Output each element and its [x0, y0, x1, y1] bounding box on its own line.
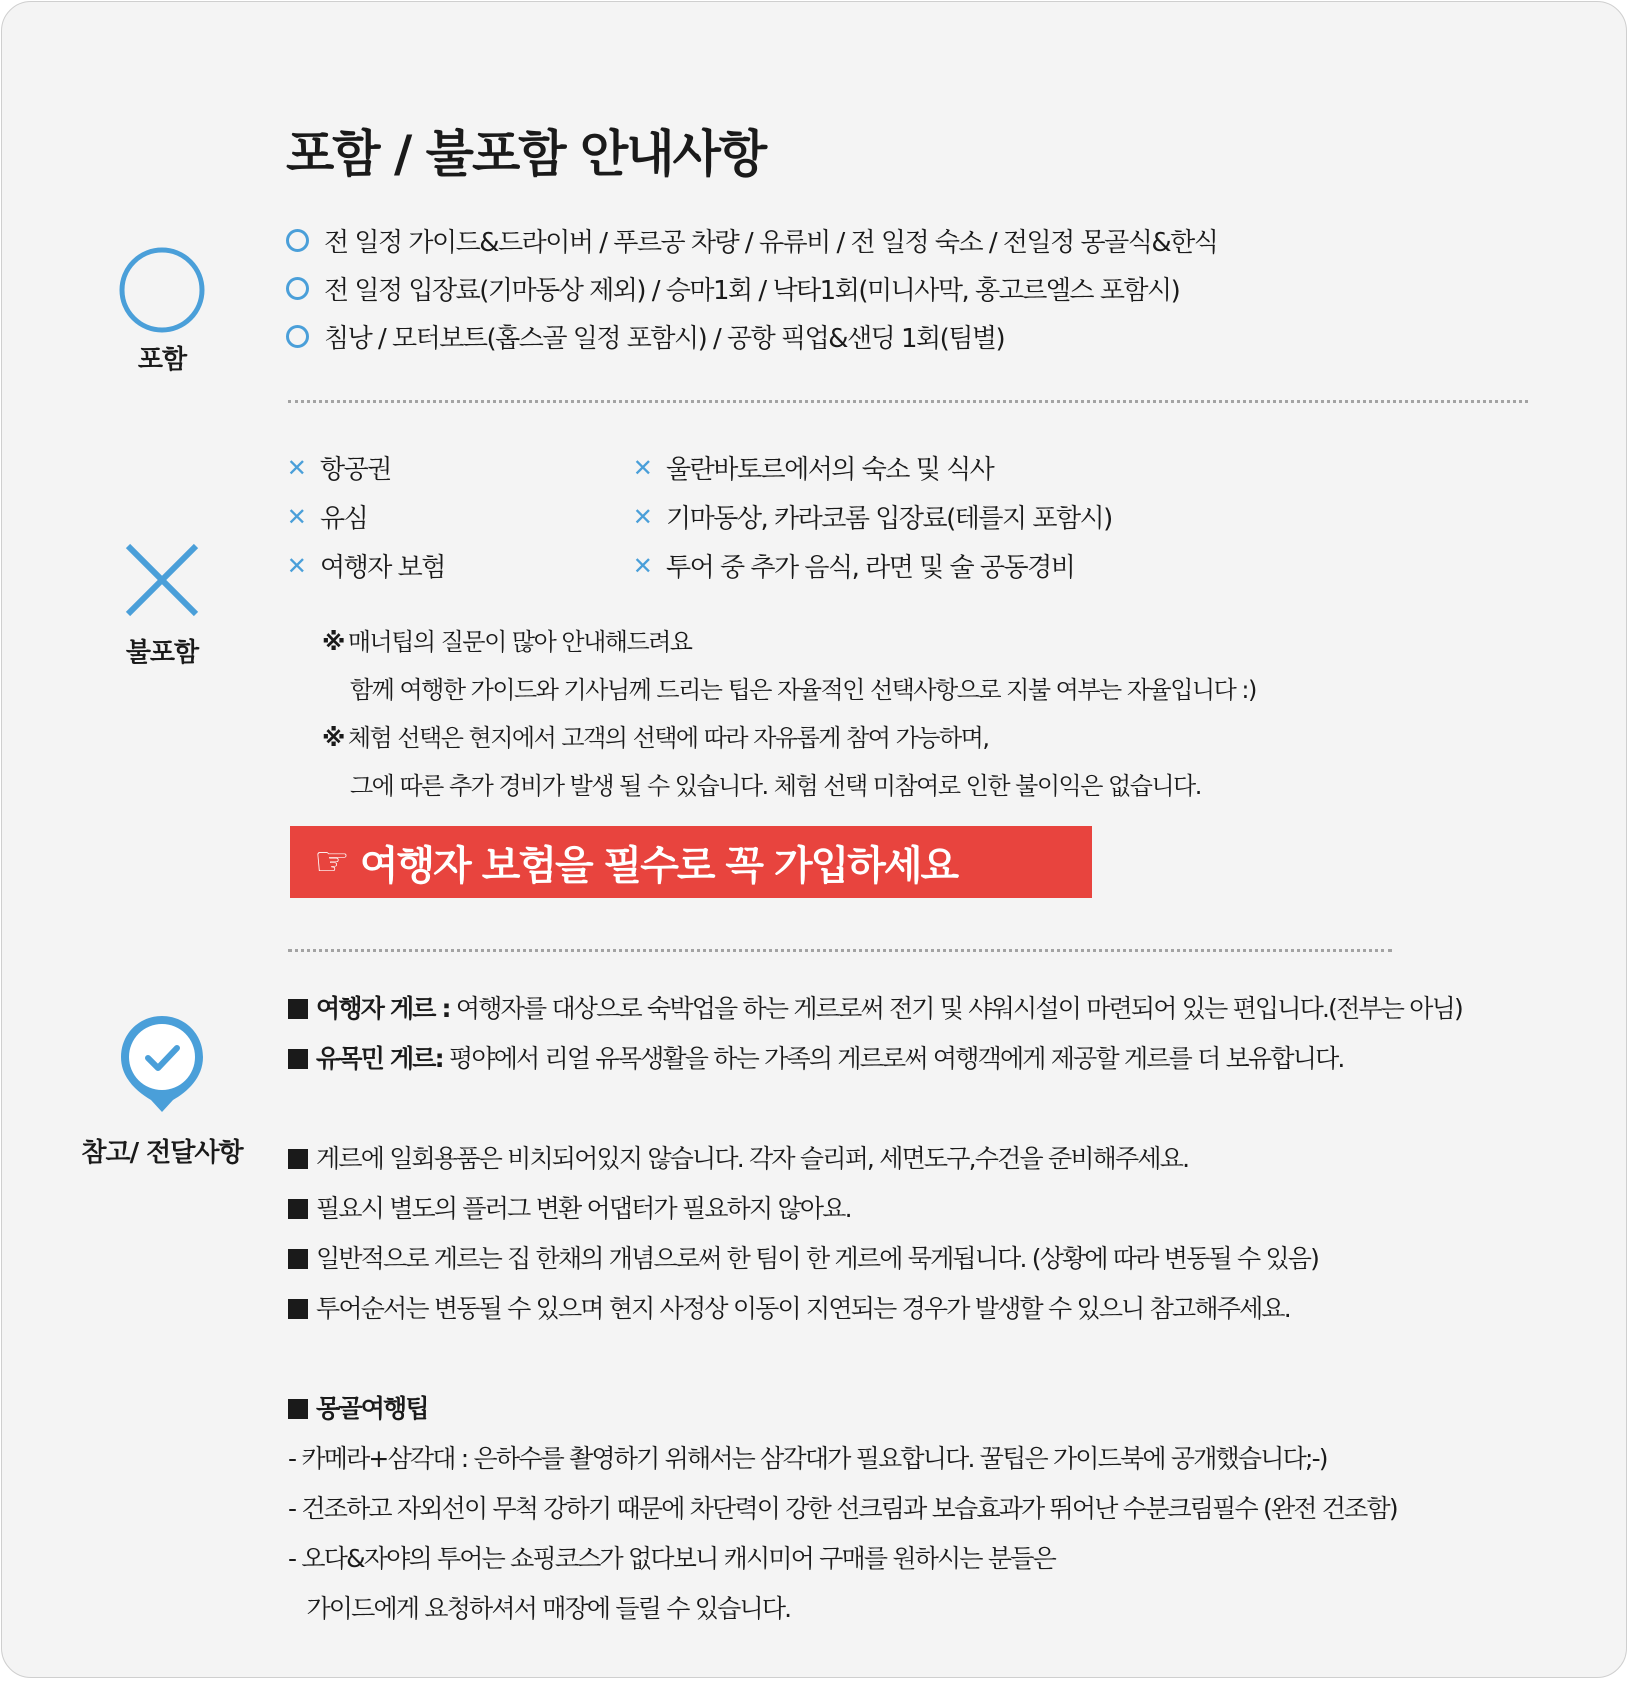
list-item: ✕ 항공권	[286, 453, 391, 485]
excluded-label: 불포함	[125, 638, 199, 668]
bullet-x-icon: ✕	[286, 551, 306, 580]
included-label: 포함	[137, 345, 187, 375]
included-side	[42, 245, 282, 376]
bullet-x-icon: ✕	[632, 502, 652, 531]
list-item: ✕ 기마동상, 카라코롬 입장료(테를지 포함시)	[632, 502, 1112, 534]
info-card	[1, 1, 1627, 1678]
reference-list	[288, 984, 1462, 1634]
list-item: 투어순서는 변동될 수 있으며 현지 사정상 이동이 지연되는 경우가 발생할 수 있으니 참고해주세요.	[288, 1284, 1462, 1334]
list-item: ✕ 여행자 보험	[286, 551, 445, 583]
excluded-list-right	[632, 443, 1112, 590]
bullet-x-icon: ✕	[632, 453, 652, 482]
banner-text: 여행자 보험을 필수로 꼭 가입하세요	[359, 842, 958, 889]
bullet-square-icon	[288, 1149, 308, 1169]
x-icon	[122, 540, 202, 620]
excluded-notes	[322, 618, 1256, 810]
reference-side	[42, 1012, 282, 1169]
bullet-square-icon	[288, 999, 308, 1019]
divider	[288, 400, 1528, 403]
note-line: 그에 따른 추가 경비가 발생 될 수 있습니다. 체험 선택 미참여로 인한 불이익은 없습니다.	[350, 772, 1201, 800]
bullet-square-icon	[288, 1049, 308, 1069]
tip-line: 가이드에게 요청하셔서 매장에 들릴 수 있습니다.	[288, 1594, 791, 1623]
circle-icon	[117, 245, 207, 335]
note-line: 함께 여행한 가이드와 기사님께 드리는 팁은 자율적인 선택사항으로 지불 여부는 자율입니다 :)	[350, 676, 1256, 704]
reference-mark-icon: ※	[322, 628, 344, 656]
bullet-circle-icon	[286, 277, 309, 300]
pointing-hand-icon: ☞	[314, 839, 348, 885]
tips-heading: 몽골여행팁	[288, 1384, 1462, 1434]
bullet-x-icon: ✕	[286, 453, 306, 482]
bullet-circle-icon	[286, 325, 309, 348]
bullet-x-icon: ✕	[632, 551, 652, 580]
list-item: 유목민 게르: 평야에서 리얼 유목생활을 하는 가족의 게르로써 여행객에게 제공할 게르를 더 보유합니다.	[288, 1034, 1462, 1084]
list-item: 침낭 / 모터보트(홉스골 일정 포함시) / 공항 픽업&샌딩 1회(팀별)	[286, 312, 1217, 360]
divider	[288, 949, 1392, 952]
note-line: ※ 체험 선택은 현지에서 고객의 선택에 따라 자유롭게 참여 가능하며,	[322, 724, 989, 752]
note-line: ※ 매너팁의 질문이 많아 안내해드려요	[322, 628, 692, 656]
list-item: 필요시 별도의 플러그 변환 어댑터가 필요하지 않아요.	[288, 1184, 1462, 1234]
reference-label: 참고/ 전달사항	[81, 1138, 243, 1168]
included-list	[286, 216, 1217, 360]
reference-mark-icon: ※	[322, 724, 344, 752]
tip-line: - 오다&자야의 투어는 쇼핑코스가 없다보니 캐시미어 구매를 원하시는 분들은	[288, 1544, 1055, 1573]
list-item: 여행자 게르 : 여행자를 대상으로 숙박업을 하는 게르로써 전기 및 샤워시설이 마련되어 있는 편입니다.(전부는 아님)	[288, 984, 1462, 1034]
bullet-circle-icon	[286, 229, 309, 252]
tip-line: - 건조하고 자외선이 무척 강하기 때문에 차단력이 강한 선크림과 보습효과가 뛰어난 수분크림필수 (완전 건조함)	[288, 1494, 1397, 1523]
bullet-square-icon	[288, 1399, 308, 1419]
list-item: 전 일정 가이드&드라이버 / 푸르공 차량 / 유류비 / 전 일정 숙소 / 전일정 몽골식&한식	[286, 216, 1217, 264]
list-item: ✕ 울란바토르에서의 숙소 및 식사	[632, 453, 994, 485]
bullet-square-icon	[288, 1299, 308, 1319]
excluded-side	[42, 540, 282, 669]
insurance-banner	[290, 826, 1092, 898]
list-item: ✕ 유심	[286, 502, 368, 534]
excluded-list-left	[286, 443, 445, 590]
bullet-square-icon	[288, 1249, 308, 1269]
list-item: 게르에 일회용품은 비치되어있지 않습니다. 각자 슬리퍼, 세면도구,수건을 준비해주세요.	[288, 1134, 1462, 1184]
tip-line: - 카메라+삼각대 : 은하수를 촬영하기 위해서는 삼각대가 필요합니다. 꿀팁은 가이드북에 공개했습니다;-)	[288, 1444, 1327, 1473]
check-pin-icon	[117, 1012, 207, 1116]
list-item: 전 일정 입장료(기마동상 제외) / 승마1회 / 낙타1회(미니사막, 홍고르엘스 포함시)	[286, 264, 1217, 312]
list-item: ✕ 투어 중 추가 음식, 라면 및 술 공동경비	[632, 551, 1075, 583]
bullet-x-icon: ✕	[286, 502, 306, 531]
list-item: 일반적으로 게르는 집 한채의 개념으로써 한 팀이 한 게르에 묵게됩니다. (상황에 따라 변동될 수 있음)	[288, 1234, 1462, 1284]
page-title: 포함 / 불포함 안내사항	[286, 125, 766, 183]
bullet-square-icon	[288, 1199, 308, 1219]
